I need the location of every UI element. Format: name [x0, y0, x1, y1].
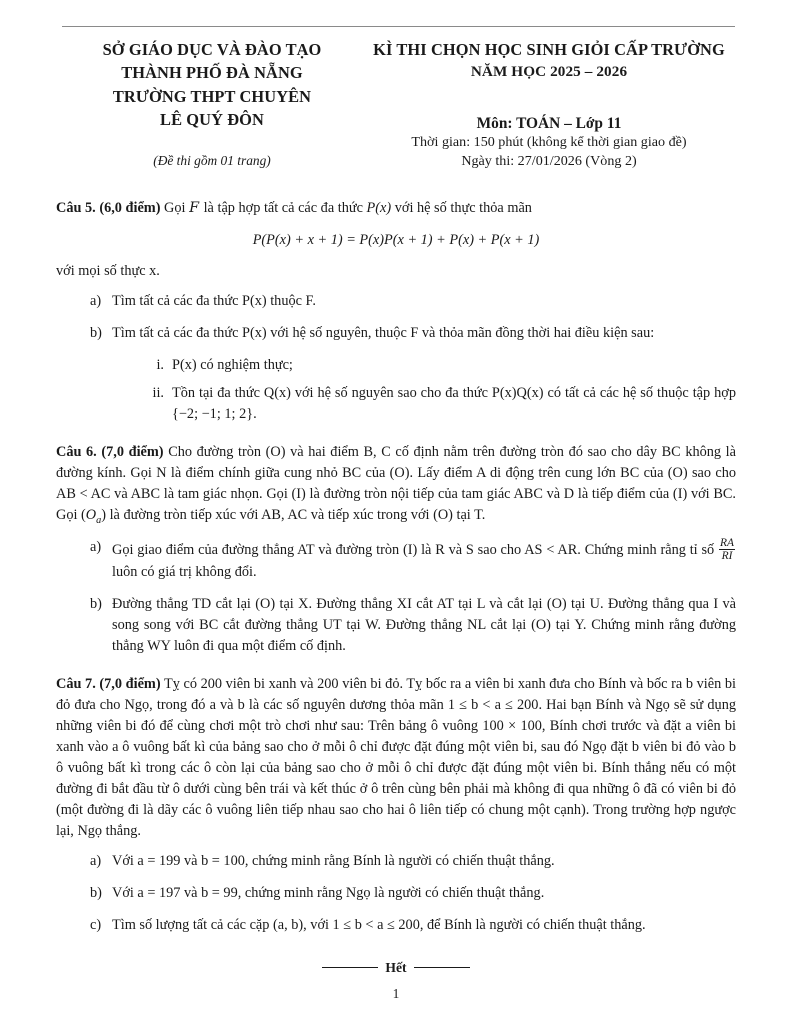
cau-7-part-c: Tìm số lượng tất cả các cặp (a, b), với 1 ≤ b < a ≤ 200, để Bính là người có chiến thuật thắng.	[112, 917, 646, 934]
cau-6-part-b	[90, 594, 736, 657]
cau-5-part-a	[90, 291, 736, 312]
cau-7-part-a: Với a = 199 và b = 100, chứng minh rằng Bính là người có chiến thuật thắng.	[112, 853, 555, 870]
header-right-block	[362, 38, 736, 172]
cau-5-part-b-text: Tìm tất cả các đa thức P(x) với hệ số nguyên, thuộc F và thỏa mãn đồng thời hai điều kiện sau:	[112, 324, 655, 341]
cau-5-statement	[56, 198, 736, 219]
end-rule-left	[322, 967, 378, 968]
header-left-block	[56, 38, 362, 169]
exam-date: Ngày thi: 27/01/2026 (Vòng 2)	[461, 153, 637, 170]
cau-5-points: (6,0 điểm)	[99, 199, 161, 216]
problem-cau-5	[56, 198, 736, 425]
cau-6-statement	[56, 442, 736, 528]
subject-grade: Môn: TOÁN – Lớp 11	[476, 114, 622, 132]
exam-body	[56, 198, 736, 978]
cau-5-part-b	[90, 323, 736, 425]
ratio-fraction: $\frac{RA}{RI}$	[720, 536, 734, 562]
cau-7-points: (7,0 điểm)	[99, 675, 161, 692]
cau-6-body: Cho đường tròn (O) và hai điểm B, C cố định nằm trên đường tròn đó sao cho dây BC không là đường kính. Gọi N là điểm chính giữa cung nhỏ BC của (O). Lấy điểm A di động trên cung lớn BC của (O) sao cho AB < AC và ABC là tam giác nhọn. Gọi (I) là đường tròn nội tiếp của tam giác ABC và D là tiếp điểm của (I) với BC. Gọi $(O_a)$ là đường tròn tiếp xúc với AB, AC và tiếp xúc trong với (O) tại T.	[56, 443, 737, 526]
cau-6-parts	[56, 537, 736, 657]
department-line-1: SỞ GIÁO DỤC VÀ ĐÀO TẠO	[102, 40, 322, 59]
cau-7-parts	[56, 851, 736, 936]
cau-5-part-b-subparts	[112, 355, 736, 425]
cau-5-quantifier: với mọi số thực x.	[56, 262, 160, 279]
end-of-exam-mark	[56, 958, 736, 978]
cau-7-part-b: Với a = 197 và b = 99, chứng minh rằng Ngọ là người có chiến thuật thắng.	[112, 885, 545, 902]
header-spacer	[362, 83, 736, 89]
cau-5-part-b-sub-i: P(x) có nghiệm thực;	[172, 356, 293, 373]
cau-5-intro: Gọi	[164, 199, 186, 216]
cau-6-points: (7,0 điểm)	[101, 443, 164, 460]
cau-5-intro-tail: với hệ số thực thỏa mãn	[394, 199, 532, 216]
cau-5-parts	[56, 291, 736, 425]
problem-cau-6	[56, 442, 736, 657]
cau-5-part-b-sub-ii: Tồn tại đa thức Q(x) với hệ số nguyên sao cho đa thức P(x)Q(x) có tất cả các hệ số thuộc tập hợp {−2; −1; 1; 2}.	[172, 384, 736, 422]
cau-5-label: Câu 5.	[56, 199, 96, 216]
end-label: Hết	[385, 960, 407, 976]
end-rule-right	[414, 967, 470, 968]
cau-5-part-a-text: Tìm tất cả các đa thức P(x) thuộc F.	[112, 292, 316, 309]
cau-6-part-a	[90, 537, 736, 583]
school-line-2: LÊ QUÝ ĐÔN	[160, 109, 264, 129]
school-line-1: TRƯỜNG THPT CHUYÊN	[112, 86, 312, 106]
cau-7-label: Câu 7.	[56, 675, 96, 692]
header-rule	[62, 26, 735, 27]
school-year: NĂM HỌC 2025 – 2026	[470, 63, 628, 81]
cau-5-intro-rest: là tập hợp tất cả các đa thức	[203, 199, 363, 216]
cau-5-equation-text: P(P(x) + x + 1) = P(x)P(x + 1) + P(x) + P(x + 1)	[252, 231, 540, 248]
cau-5-poly-symbol: P(x)	[366, 199, 392, 216]
cau-5-set-symbol: F	[189, 199, 199, 216]
cau-6-label: Câu 6.	[56, 443, 97, 460]
cau-6-part-a-text: Gọi giao điểm của đường thẳng AT và đường tròn (I) là R và S sao cho AS < AR. Chứng minh rằng tỉ số $\frac{RA}{RI}$ luôn có giá trị không đổi.	[112, 536, 734, 580]
exam-duration: Thời gian: 150 phút (không kể thời gian giao đề)	[411, 133, 687, 150]
department-line-2: THÀNH PHỐ ĐÀ NẴNG	[121, 63, 303, 83]
exam-title: KÌ THI CHỌN HỌC SINH GIỎI CẤP TRƯỜNG	[373, 40, 725, 59]
page-count-note: (Đề thi gồm 01 trang)	[153, 153, 271, 169]
cau-6-part-b-text: Đường thẳng TD cắt lại (O) tại X. Đường thẳng XI cắt AT tại L và cắt lại (O) tại U. Đường thẳng qua I và song song với BC cắt đường thẳng UT tại W. Đường thẳng NL cắt lại (O) tại Y. Chứng minh rằng đường thẳng WY luôn đi qua một điểm cố định.	[112, 595, 736, 654]
page-number: 1	[392, 986, 400, 1001]
cau-7-statement	[56, 674, 736, 842]
problem-cau-7	[56, 674, 736, 936]
cau-7-body: Tỵ có 200 viên bi xanh và 200 viên bi đỏ. Tỵ bốc ra a viên bi xanh đưa cho Bính và bốc ra b viên bi đỏ đưa cho Ngọ, trong đó a và b là các số nguyên dương thỏa mãn 1 ≤ b < a ≤ 200. Hai bạn Bính và Ngọ sẽ sử dụng những viên bi đó để cùng chơi một trò chơi như sau: Trên bảng ô vuông 100 × 100, Bính chơi trước và đặt a viên bi xanh vào a ô vuông bất kì của bảng sao cho ở mỗi ô chỉ được đặt đúng một viên bi, sau đó Ngọ đặt b viên bi đỏ vào b ô vuông bất kì trong các ô còn lại của bảng sao cho ở mỗi ô chỉ được đặt đúng một viên bi. Bính thắng nếu có một đường đi bắt đầu từ ô dưới cùng bên trái và kết thúc ở ô trên cùng bên phải mà không đi qua những ô đã có viên bi đỏ (một đường đi là dãy các ô vuông liên tiếp nhau sao cho hai ô liên tiếp có chung một cạnh). Trong trường hợp ngược lại, Ngọ thắng.	[56, 675, 736, 840]
cau-5-equation	[56, 230, 736, 251]
